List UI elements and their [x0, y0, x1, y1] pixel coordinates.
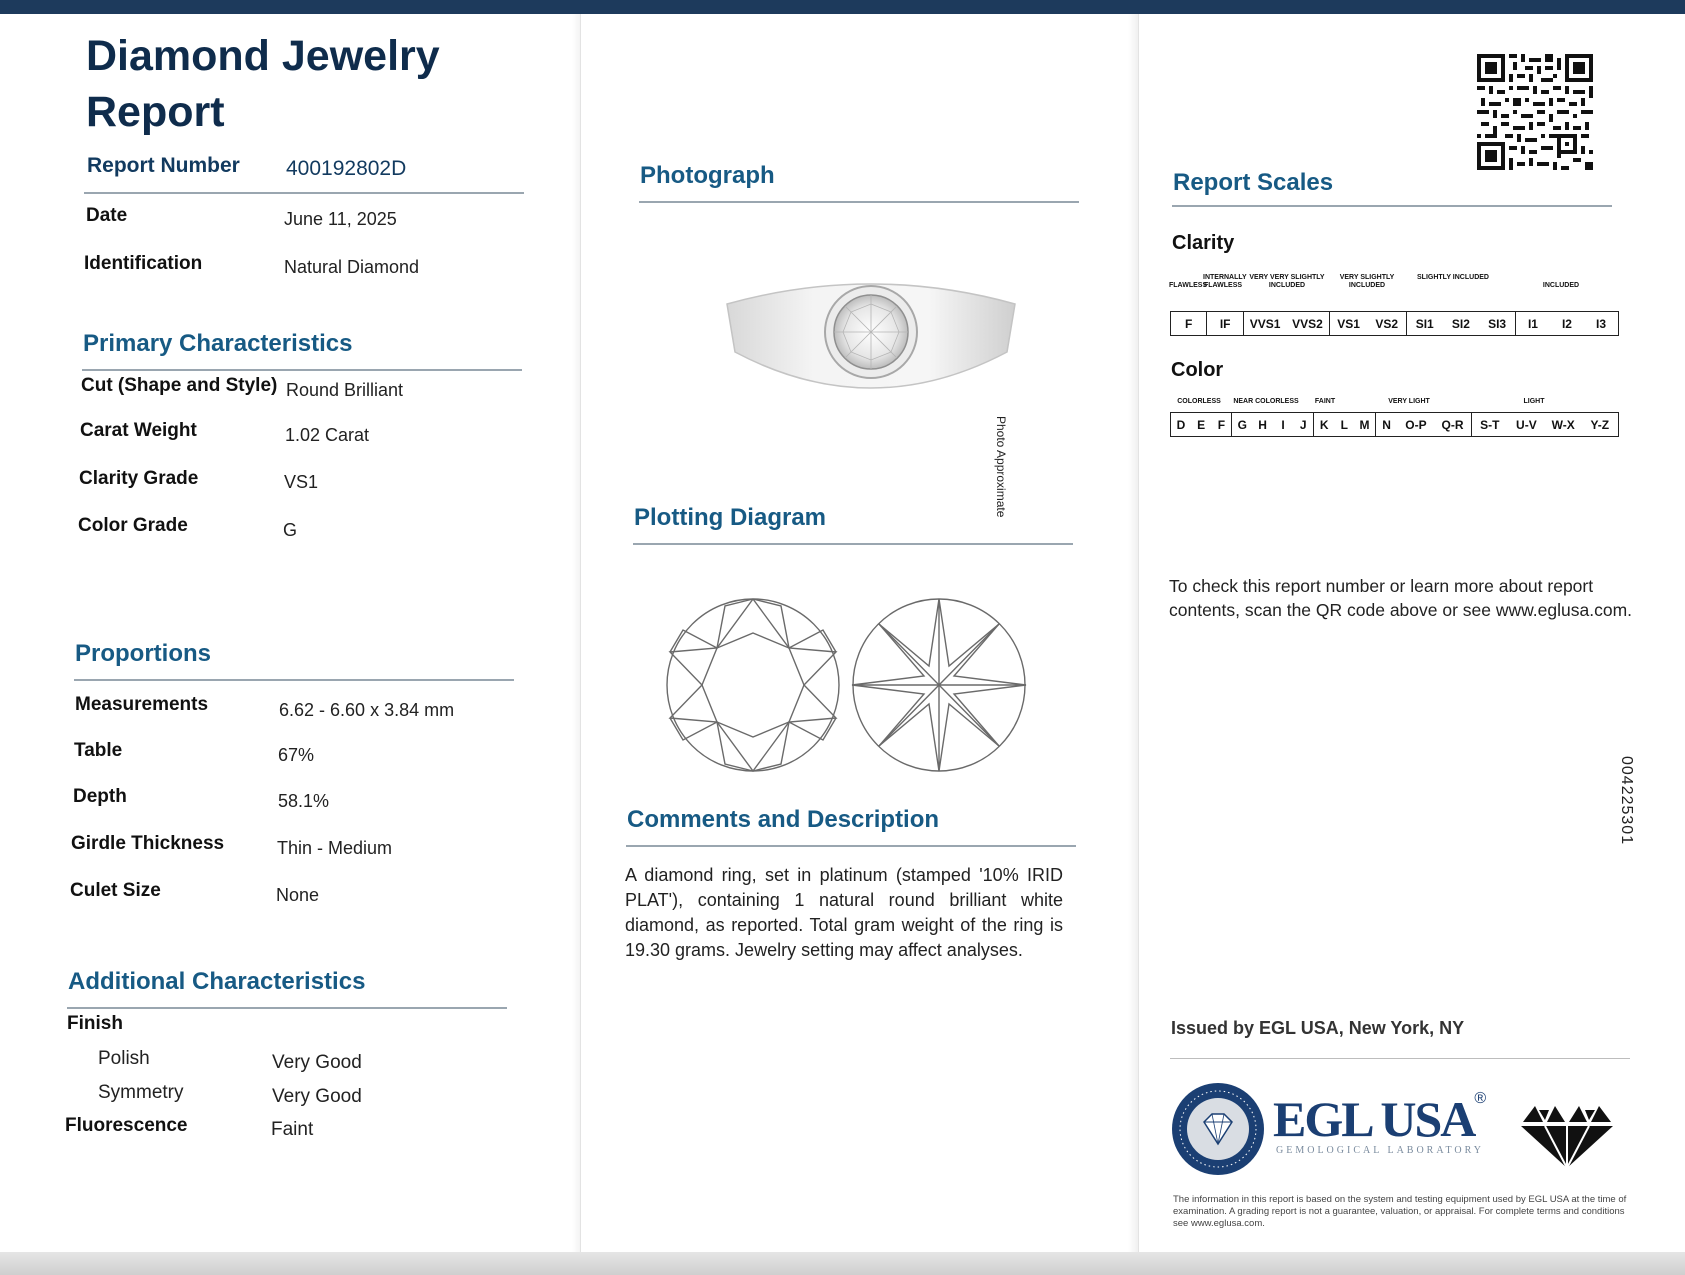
clarity-group-vs: VERY SLIGHTLY INCLUDED: [1339, 274, 1395, 289]
color-grade-h: H: [1252, 413, 1272, 437]
date-value: June 11, 2025: [284, 209, 397, 229]
cut-label: Cut (Shape and Style): [81, 375, 278, 396]
crown-plot-diagram: [663, 596, 843, 774]
culet-size-value: None: [276, 885, 320, 905]
clarity-grade-si2: SI2: [1443, 312, 1479, 336]
color-group-faint: FAINT: [1314, 398, 1336, 405]
depth-value: 58.1%: [278, 791, 330, 811]
identification-label: Identification: [84, 253, 203, 274]
color-scale: [1170, 412, 1619, 437]
color-grade-d: D: [1171, 413, 1191, 437]
verification-text: To check this report number or learn more about report contents, scan the QR code above or see www.eglusa.com.: [1169, 576, 1633, 620]
color-grade-n: N: [1375, 413, 1398, 437]
right-panel: [1138, 14, 1685, 1252]
bottom-shadow: [0, 1252, 1685, 1275]
divider: [633, 543, 1073, 545]
report-title: [86, 28, 440, 140]
clarity-grade-i2: I2: [1550, 312, 1584, 336]
ring-photo: [721, 264, 1021, 444]
measurements-label: Measurements: [75, 694, 209, 715]
culet-size-label: Culet Size: [70, 880, 161, 901]
proportions-heading: Proportions: [75, 640, 211, 667]
report-scales-heading: Report Scales: [1173, 169, 1334, 196]
color-group-light: LIGHT: [1523, 398, 1545, 405]
issued-by: Issued by EGL USA, New York, NY: [1171, 1018, 1465, 1038]
clarity-group-flawless: FLAWLESS: [1169, 282, 1208, 289]
clarity-grade-f: F: [1171, 312, 1207, 336]
color-grade-label: Color Grade: [78, 515, 188, 536]
date-label: Date: [86, 205, 128, 226]
disclaimer-text: The information in this report is based on the system and testing equipment used by EGL USA at the time of examination. A grading report is not a guarantee, valuation, or appraisal. For complete terms and conditions see www.eglusa.com.: [1173, 1194, 1627, 1229]
carat-weight-label: Carat Weight: [80, 420, 197, 441]
clarity-grade-si3: SI3: [1479, 312, 1515, 336]
serial-number: 004225301: [1618, 756, 1635, 846]
comments-heading: Comments and Description: [627, 806, 940, 833]
color-grade-q-r: Q-R: [1434, 413, 1471, 437]
fluorescence-label: Fluorescence: [65, 1115, 188, 1136]
color-grade-m: M: [1355, 413, 1375, 437]
clarity-grade-vs2: VS2: [1368, 312, 1407, 336]
title-line-1: Diamond Jewelry: [86, 32, 440, 80]
symmetry-value: Very Good: [272, 1086, 362, 1107]
color-grade-k: K: [1314, 413, 1334, 437]
comments-text: A diamond ring, set in platinum (stamped '10% IRID PLAT'), containing 1 natural round brilliant white diamond, as reported. Total gram weight of the ring is 19.30 grams. Jewelry setting may affect analyses.: [625, 865, 1063, 960]
color-grade-y-z: Y-Z: [1582, 413, 1619, 437]
clarity-group-internally-flawless: INTERNALLY FLAWLESS: [1203, 274, 1247, 289]
clarity-group-included: INCLUDED: [1542, 282, 1580, 289]
table-label: Table: [74, 740, 123, 761]
divider: [1172, 205, 1612, 207]
color-grade-o-p: O-P: [1398, 413, 1435, 437]
clarity-grade-i3: I3: [1584, 312, 1618, 336]
diamond-icon: [1519, 1100, 1615, 1170]
middle-panel: [580, 14, 1138, 1252]
divider: [626, 845, 1076, 847]
divider: [1170, 1058, 1630, 1059]
symmetry-label: Symmetry: [98, 1082, 184, 1103]
egl-logo-subtitle: GEMOLOGICAL LABORATORY: [1276, 1145, 1484, 1156]
fluorescence-value: Faint: [271, 1119, 314, 1140]
color-grade-i: I: [1273, 413, 1293, 437]
divider: [84, 192, 524, 194]
photo-approximate-note: Photo Approximate: [994, 416, 1008, 518]
clarity-grade-vvs2: VVS2: [1286, 312, 1329, 336]
divider: [82, 369, 522, 371]
depth-label: Depth: [73, 786, 127, 807]
clarity-grade-value: VS1: [284, 472, 319, 492]
clarity-grade-if: IF: [1207, 312, 1243, 336]
color-grade-g: G: [1232, 413, 1252, 437]
color-grade-l: L: [1334, 413, 1354, 437]
registered-mark: ®: [1474, 1090, 1487, 1107]
polish-value: Very Good: [272, 1052, 362, 1073]
girdle-thickness-value: Thin - Medium: [277, 838, 393, 858]
color-grade-u-v: U-V: [1508, 413, 1545, 437]
color-grade-j: J: [1293, 413, 1313, 437]
clarity-grade-vs1: VS1: [1329, 312, 1368, 336]
color-scale-label: Color: [1171, 359, 1224, 381]
clarity-scale: [1170, 311, 1619, 336]
clarity-grade-vvs1: VVS1: [1243, 312, 1286, 336]
top-band: [0, 0, 1685, 14]
polish-label: Polish: [98, 1048, 150, 1069]
measurements-value: 6.62 - 6.60 x 3.84 mm: [279, 700, 455, 720]
egl-logo-text: EGL USA: [1273, 1091, 1475, 1147]
identification-value: Natural Diamond: [284, 257, 420, 277]
fold-shadow: [1128, 14, 1138, 1252]
color-grade-w-x: W-X: [1545, 413, 1582, 437]
clarity-scale-label: Clarity: [1172, 232, 1235, 254]
additional-characteristics-heading: Additional Characteristics: [68, 968, 366, 995]
primary-characteristics-heading: Primary Characteristics: [83, 330, 353, 357]
color-group-near-colorless: NEAR COLORLESS: [1233, 398, 1299, 405]
color-grade-e: E: [1191, 413, 1211, 437]
table-value: 67%: [278, 745, 315, 765]
clarity-grade-i1: I1: [1516, 312, 1550, 336]
egl-logo: [1273, 1090, 1486, 1148]
divider: [67, 1007, 507, 1009]
clarity-group-vvs: VERY VERY SLIGHTLY INCLUDED: [1249, 274, 1325, 289]
left-panel: [0, 14, 580, 1252]
photograph-heading: Photograph: [640, 162, 775, 189]
clarity-group-si: SLIGHTLY INCLUDED: [1417, 274, 1489, 281]
clarity-grade-si1: SI1: [1406, 312, 1442, 336]
color-group-colorless: COLORLESS: [1177, 398, 1221, 405]
color-group-very-light: VERY LIGHT: [1388, 398, 1430, 405]
color-grade-s-t: S-T: [1471, 413, 1508, 437]
divider: [639, 201, 1079, 203]
divider: [74, 679, 514, 681]
girdle-thickness-label: Girdle Thickness: [71, 833, 225, 854]
carat-weight-value: 1.02 Carat: [285, 425, 370, 445]
cut-value: Round Brilliant: [286, 380, 404, 400]
report-number-value: 400192802D: [286, 157, 407, 180]
qr-code[interactable]: [1477, 54, 1593, 170]
clarity-grade-label: Clarity Grade: [79, 468, 199, 489]
pavilion-plot-diagram: [849, 596, 1029, 774]
report-number-label: Report Number: [87, 154, 240, 177]
plotting-diagram-heading: Plotting Diagram: [634, 504, 827, 531]
finish-label: Finish: [67, 1013, 123, 1034]
title-line-2: Report: [86, 88, 225, 136]
egl-seal-icon: [1171, 1082, 1265, 1176]
color-grade-value: G: [283, 520, 298, 540]
color-grade-f: F: [1211, 413, 1231, 437]
